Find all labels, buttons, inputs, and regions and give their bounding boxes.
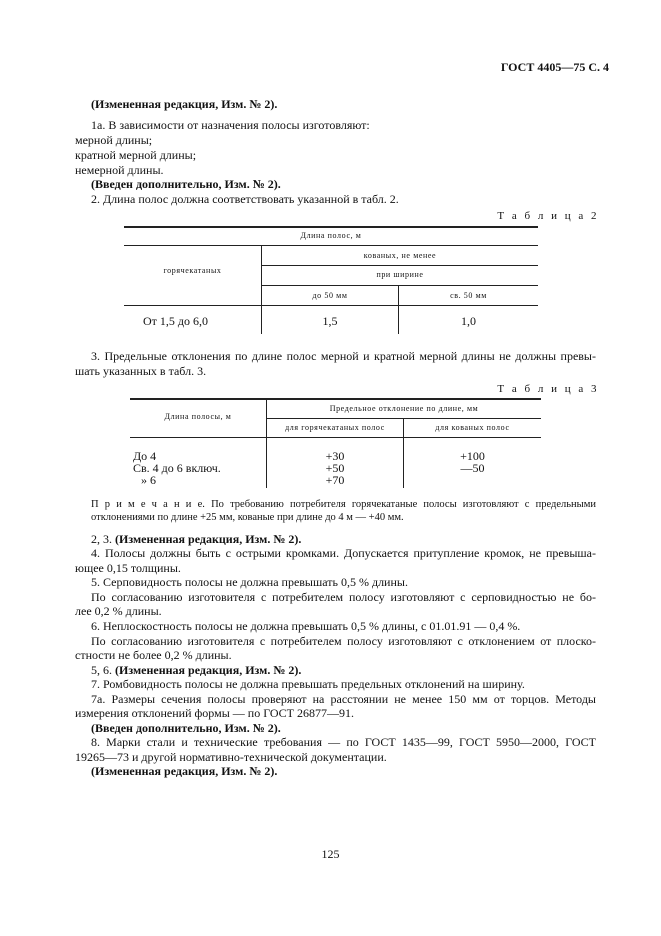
edit-note-3: (Измененная редакция, Изм. № 2). xyxy=(115,663,302,677)
para-1a-intro: 1а. В зависимости от назначения полосы изготовляют: xyxy=(91,118,370,132)
table2-header-upto50: до 50 мм xyxy=(312,291,348,300)
para-5: 5. Серповидность полосы не должна превышать 0,5 % длины. xyxy=(91,575,408,589)
table2-cell-upto50: 1,5 xyxy=(322,314,338,328)
table2-header-width: при ширине xyxy=(376,270,424,279)
para-7: 7. Ромбовидность полосы не должна превышать предельных отклонений на ширину. xyxy=(91,677,525,691)
edit-note-1: (Измененная редакция, Изм. № 2). xyxy=(91,97,278,111)
para-6: 6. Неплоскостность полосы не должна превышать 0,5 % длины, с 01.01.91 — 0,4 %. xyxy=(91,619,521,633)
para-6b-line1: По согласованию изготовителя с потребителем полосу изготовляют с отклонением от плоско- xyxy=(91,634,596,648)
table3-header-hot: для горячекатаных полос xyxy=(285,423,385,432)
running-header: ГОСТ 4405—75 С. 4 xyxy=(500,60,609,74)
table2-rule xyxy=(124,245,538,246)
table2-header-over50: св. 50 мм xyxy=(450,291,487,300)
table3-row-hot: +30 xyxy=(325,449,345,463)
table2-cell-over50: 1,0 xyxy=(461,314,476,328)
list-item-measured: мерной длины; xyxy=(75,133,153,147)
table3-rule xyxy=(130,437,541,438)
para-5b-line1: По согласованию изготовителя с потребителем полосу изготовляют с серповидностью не бо- xyxy=(91,590,596,604)
para-3-line1: 3. Предельные отклонения по длине полос мерной и кратной мерной длины не должны превы- xyxy=(91,349,596,363)
table2-rule-top xyxy=(124,226,538,228)
table3-header-deviation: Предельное отклонение по длине, мм xyxy=(329,404,479,413)
para-6b-line2: стности не более 0,2 % длины. xyxy=(75,648,232,662)
para-8-line1: 8. Марки стали и технические требования — по ГОСТ 1435—99, ГОСТ 5950—2000, ГОСТ xyxy=(91,735,596,749)
note-line2: отклонениями по длине +25 мм, кованые при длине до 4 м — +40 мм. xyxy=(91,512,404,523)
table3-rule xyxy=(267,418,541,419)
note-label: П р и м е ч а н и е. xyxy=(91,499,205,510)
edit-note-4: (Измененная редакция, Изм. № 2). xyxy=(91,764,278,778)
para-3-line2: шать указанных в табл. 3. xyxy=(75,364,207,378)
page-number: 125 xyxy=(321,847,340,861)
added-note-1: (Введен дополнительно, Изм. № 2). xyxy=(91,177,281,191)
para-4-line1: 4. Полосы должны быть с острыми кромками. Допускается притупление кромок, не превыша- xyxy=(91,546,596,560)
table2-header-hot: горячекатаных xyxy=(163,266,222,275)
para-4-line2: ющее 0,15 толщины. xyxy=(75,561,181,575)
table3-row-forged: +100 xyxy=(460,449,485,463)
para-2-3 xyxy=(91,532,301,547)
table2-rule xyxy=(124,305,538,306)
table2-cell-hot: От 1,5 до 6,0 xyxy=(143,314,209,328)
added-note-2: (Введен дополнительно, Изм. № 2). xyxy=(91,721,281,735)
table3-row-hot: +50 xyxy=(325,461,345,475)
para-2: 2. Длина полос должна соответствовать указанной в табл. 2. xyxy=(91,192,399,206)
table2-caption: Т а б л и ц а 2 xyxy=(497,210,599,222)
list-item-unmeasured: немерной длины. xyxy=(75,163,164,177)
table2-rule xyxy=(262,285,538,286)
table3-row-length: До 4 xyxy=(133,449,157,463)
table3-caption: Т а б л и ц а 3 xyxy=(497,383,599,395)
note-text: По требованию потребителя горячекатаные полосы изготовляют с предельными xyxy=(211,499,596,510)
edit-note-2: (Измененная редакция, Изм. № 2). xyxy=(115,532,302,546)
table3-row-forged: —50 xyxy=(460,461,485,475)
para-5b-line2: лее 0,2 % длины. xyxy=(75,604,162,618)
para-5-6-number: 5, 6. xyxy=(91,663,112,677)
para-7a-line2: измерения отклонений формы — по ГОСТ 26877—91. xyxy=(75,706,354,720)
table3-row-hot: +70 xyxy=(325,473,345,487)
para-2-3-number: 2, 3. xyxy=(91,532,112,546)
table2-header-length: Длина полос, м xyxy=(300,231,362,240)
table2-header-forged: кованых, не менее xyxy=(363,251,437,260)
table3-header-length: Длина полосы, м xyxy=(164,412,232,421)
para-8-line2: 19265—73 и другой нормативно-технической документации. xyxy=(75,750,387,764)
note-line1 xyxy=(91,498,596,511)
list-item-multiple: кратной мерной длины; xyxy=(75,148,197,162)
table3-rule-top xyxy=(130,398,541,400)
table3-row-length: Св. 4 до 6 включ. xyxy=(133,461,221,475)
table2-rule xyxy=(262,265,538,266)
para-5-6 xyxy=(91,663,301,678)
table3-row-length: » 6 xyxy=(141,473,156,487)
table3-header-forged: для кованых полос xyxy=(435,423,510,432)
para-7a-line1: 7а. Размеры сечения полосы проверяют на расстоянии не менее 150 мм от торцов. Методы xyxy=(91,692,596,706)
